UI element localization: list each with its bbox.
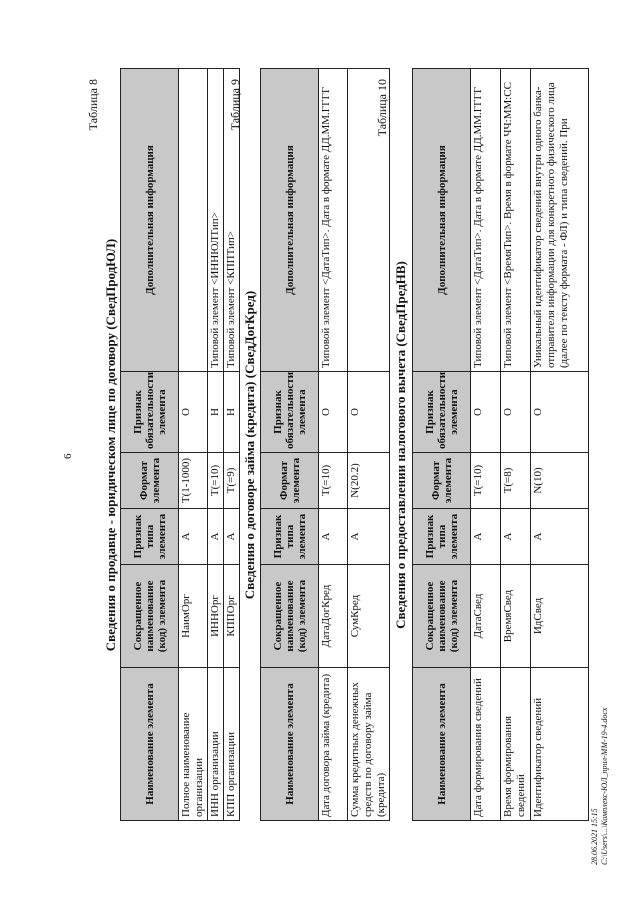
cell: А <box>471 509 501 565</box>
cell: Типовой элемент <ИННЮЛТип> <box>208 69 224 372</box>
footer-date: 28.06.2021 15:15 <box>590 808 599 865</box>
header-cell: Сокращенное наименование (код) элемента <box>261 565 319 668</box>
cell: КПП организации <box>224 668 240 821</box>
cell: Время формирования сведений <box>501 668 531 821</box>
table-8 <box>120 68 240 821</box>
cell: ИдСвед <box>531 565 589 668</box>
cell: О <box>501 372 531 453</box>
cell: А <box>501 509 531 565</box>
cell: ДатаДогКред <box>319 565 348 668</box>
table-row <box>471 69 501 821</box>
header-cell: Признак обязательности элемента <box>261 372 319 453</box>
table-9-header-row <box>261 69 319 821</box>
header-cell: Дополнительная информация <box>413 69 471 372</box>
header-cell: Формат элемента <box>261 453 319 509</box>
header-cell: Признак обязательности элемента <box>121 372 179 453</box>
cell: Полное наименование организации <box>179 668 208 821</box>
cell: ВремяСвед <box>501 565 531 668</box>
cell: Идентификатор сведений <box>531 668 589 821</box>
cell: N(20.2) <box>348 453 390 509</box>
cell: О <box>471 372 501 453</box>
cell: А <box>208 509 224 565</box>
cell: ИННОрг <box>208 565 224 668</box>
cell: Типовой элемент <ВремяТип>. Время в формате ЧЧ:ММ:СС <box>501 69 531 372</box>
cell: Н <box>224 372 240 453</box>
cell: N(10) <box>531 453 589 509</box>
table-8-label: Таблица 8 <box>86 79 100 131</box>
cell: Типовой элемент <ДатаТип>. Дата в формате ДД.ММ.ГГГГ <box>319 69 348 372</box>
table-8-header-row <box>121 69 179 821</box>
header-cell: Формат элемента <box>413 453 471 509</box>
header-cell: Признак типа элемента <box>121 509 179 565</box>
cell: Дата формирования сведений <box>471 668 501 821</box>
table-row <box>319 69 348 821</box>
header-cell: Наименование элемента <box>261 668 319 821</box>
table-8-title: Сведения о продавце - юридическом лице по договору (СведПродЮЛ) <box>103 238 118 652</box>
cell: О <box>179 372 208 453</box>
cell: Н <box>208 372 224 453</box>
cell: T(=8) <box>501 453 531 509</box>
cell: Типовой элемент <ДатаТип>. Дата в формате ДД.ММ.ГГГГ <box>471 69 501 372</box>
header-cell: Формат элемента <box>121 453 179 509</box>
table-9-title: Сведения о договоре займа (кредита) (СведДогКред) <box>242 290 257 600</box>
cell: О <box>531 372 589 453</box>
cell: T(=10) <box>471 453 501 509</box>
header-cell: Признак обязательности элемента <box>413 372 471 453</box>
header-cell: Признак типа элемента <box>261 509 319 565</box>
table-10-header-row <box>413 69 471 821</box>
header-cell: Дополнительная информация <box>121 69 179 372</box>
cell: Типовой элемент <КППТип> <box>224 69 240 372</box>
table-9-label: Таблица 9 <box>228 79 242 131</box>
header-cell: Дополнительная информация <box>261 69 319 372</box>
cell: Дата договора займа (кредита) <box>319 668 348 821</box>
cell: Уникальный идентификатор сведений внутри одного банка-отправителя информации для конкретного физического лица (далее по тексту формата - ФЛ) и типа сведений. При <box>531 69 589 372</box>
table-row <box>531 69 589 821</box>
table-10-label: Таблица 10 <box>375 79 389 137</box>
cell: T(=10) <box>208 453 224 509</box>
cell: T(=9) <box>224 453 240 509</box>
table-row <box>224 69 240 821</box>
page-number: 6 <box>62 453 74 459</box>
header-cell: Сокращенное наименование (код) элемента <box>413 565 471 668</box>
table-10-title: Сведения о предоставлении налогового вычета (СведПредНВ) <box>393 261 408 629</box>
cell <box>179 69 208 372</box>
cell: КППОрг <box>224 565 240 668</box>
table-row <box>179 69 208 821</box>
header-cell: Признак типа элемента <box>413 509 471 565</box>
cell: Сумма кредитных денежных средств по договору займа (кредита) <box>348 668 390 821</box>
table-row <box>348 69 390 821</box>
cell: ИНН организации <box>208 668 224 821</box>
header-cell: Сокращенное наименование (код) элемента <box>121 565 179 668</box>
table-row <box>501 69 531 821</box>
header-cell: Наименование элемента <box>413 668 471 821</box>
cell: А <box>319 509 348 565</box>
table-9 <box>260 68 390 821</box>
cell: ДатаСвед <box>471 565 501 668</box>
cell: О <box>319 372 348 453</box>
cell: А <box>224 509 240 565</box>
footer <box>590 708 610 865</box>
table-row <box>208 69 224 821</box>
cell: НаимОрг <box>179 565 208 668</box>
cell: А <box>179 509 208 565</box>
table-10 <box>412 68 589 821</box>
cell: T(1-1000) <box>179 453 208 509</box>
cell: СумКред <box>348 565 390 668</box>
cell: О <box>348 372 390 453</box>
cell: А <box>531 509 589 565</box>
cell: T(=10) <box>319 453 348 509</box>
cell: А <box>348 509 390 565</box>
header-cell: Наименование элемента <box>121 668 179 821</box>
footer-path: C:\Users\...\Комплекс-ЮЛ_прил-ММ-19-4.docx <box>600 707 609 865</box>
